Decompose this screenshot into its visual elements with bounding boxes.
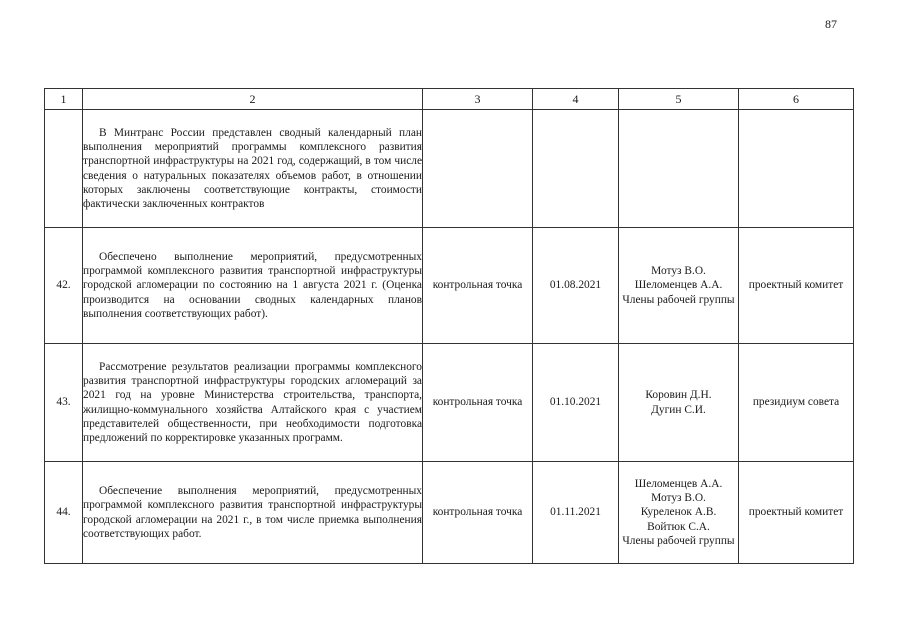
row-number: 43. <box>45 344 83 462</box>
responsible-person: Коровин Д.Н. <box>645 389 712 402</box>
col-header-4: 4 <box>533 89 619 110</box>
responsible-person: Куреленок А.В. <box>640 506 717 519</box>
control-body: президиум совета <box>739 344 854 462</box>
responsible-person: Мотуз В.О. <box>651 492 706 505</box>
responsible-person: Шеломенцев А.А. <box>634 279 723 292</box>
activity-description: Рассмотрение результатов реализации программы комплексного развития транспортной инфраструктуры городских агломераций за 2021 год на уровне Министерства строительства, транспорта, жилищно-коммунального хозяйства Алтайского края с участием представителей общественности, при необходимости подготовка предложений по корректировке указанных программ. <box>83 344 423 462</box>
deadline-date <box>533 110 619 228</box>
responsible-persons <box>619 110 739 228</box>
responsible-persons <box>619 344 739 462</box>
activity-table <box>44 88 854 564</box>
col-header-5: 5 <box>619 89 739 110</box>
activity-description: В Минтранс России представлен сводный календарный план выполнения мероприятий программы комплексного развития транспортной инфраструктуры на 2021 год, содержащий, в том числе сведения о натуральных показателях объемов работ, в отношении которых заключены соответствующие контракты, стоимости фактически заключенных контрактов <box>83 110 423 228</box>
col-header-3: 3 <box>423 89 533 110</box>
activity-type: контрольная точка <box>423 462 533 564</box>
responsible-person: Члены рабочей группы <box>622 534 735 547</box>
col-header-2: 2 <box>83 89 423 110</box>
deadline-date: 01.08.2021 <box>533 228 619 344</box>
control-body: проектный комитет <box>739 462 854 564</box>
table-row <box>45 344 854 462</box>
table-row <box>45 462 854 564</box>
col-header-6: 6 <box>739 89 854 110</box>
responsible-person: Мотуз В.О. <box>651 265 706 278</box>
responsible-person: Члены рабочей группы <box>622 293 735 306</box>
deadline-date: 01.10.2021 <box>533 344 619 462</box>
control-body: проектный комитет <box>739 228 854 344</box>
deadline-date: 01.11.2021 <box>533 462 619 564</box>
row-number <box>45 110 83 228</box>
table-row <box>45 110 854 228</box>
responsible-persons <box>619 462 739 564</box>
row-number: 42. <box>45 228 83 344</box>
activity-type: контрольная точка <box>423 344 533 462</box>
activity-type <box>423 110 533 228</box>
responsible-person: Дугин С.И. <box>651 403 706 416</box>
page-number: 87 <box>825 17 837 31</box>
row-number: 44. <box>45 462 83 564</box>
activity-description: Обеспечение выполнения мероприятий, предусмотренных программой комплексного развития транспортной инфраструктуры городской агломерации на 2021 г., в том числе приемка выполнения соответствующих работ. <box>83 462 423 564</box>
col-header-1: 1 <box>45 89 83 110</box>
responsible-person: Войтюк С.А. <box>647 520 710 533</box>
responsible-persons <box>619 228 739 344</box>
header-row <box>45 89 854 110</box>
table-row <box>45 228 854 344</box>
responsible-person: Шеломенцев А.А. <box>634 477 723 490</box>
activity-type: контрольная точка <box>423 228 533 344</box>
activity-description: Обеспечено выполнение мероприятий, предусмотренных программой комплексного развития транспортной инфраструктуры городской агломерации по состоянию на 1 августа 2021 г. (Оценка производится на основании сводных календарных планов выполнения соответствующих работ). <box>83 228 423 344</box>
control-body <box>739 110 854 228</box>
